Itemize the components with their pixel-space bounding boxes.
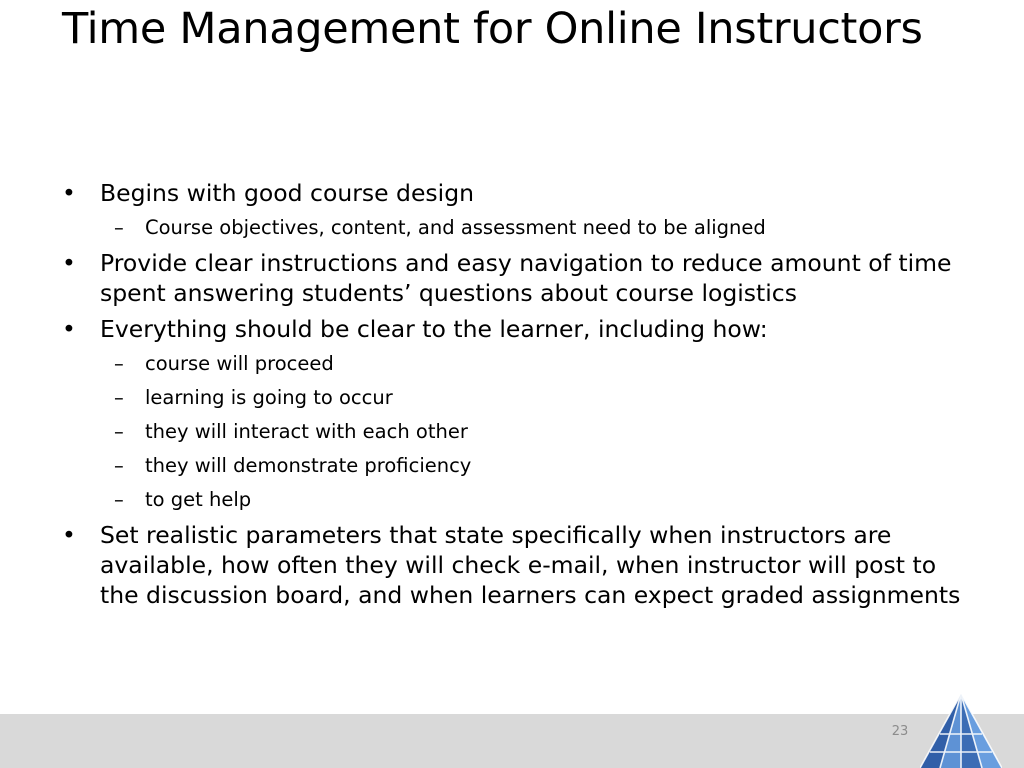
- bullet-item-3: [62, 314, 962, 344]
- footer-bar: [0, 714, 1024, 768]
- dash-icon: –: [114, 386, 124, 409]
- sub-bullet-text: Course objectives, content, and assessment need to be aligned: [145, 216, 766, 239]
- sub-bullet-text: they will interact with each other: [145, 420, 468, 443]
- dash-icon: –: [114, 216, 124, 239]
- dash-icon: –: [114, 420, 124, 443]
- sub-bullet-text: course will proceed: [145, 352, 334, 375]
- sub-bullet-text: they will demonstrate proficiency: [145, 454, 472, 477]
- bullet-text: Begins with good course design: [100, 179, 475, 207]
- bullet-item-2: [62, 248, 962, 308]
- sub-bullet-item: [62, 350, 962, 378]
- slide-title: Time Management for Online Instructors: [62, 4, 923, 54]
- bullet-icon: •: [62, 315, 76, 343]
- slide-body: [62, 178, 962, 610]
- sub-bullet-item: [62, 418, 962, 446]
- bullet-icon: •: [62, 249, 76, 277]
- sub-bullet-item: [62, 486, 962, 514]
- dash-icon: –: [114, 454, 124, 477]
- dash-icon: –: [114, 352, 124, 375]
- sub-bullet-item: [62, 214, 962, 242]
- bullet-item-1: [62, 178, 962, 208]
- sub-bullet-item: [62, 452, 962, 480]
- bullet-text: Provide clear instructions and easy navigation to reduce amount of time spent answering students’ questions about course logistics: [100, 249, 952, 307]
- bullet-icon: •: [62, 521, 76, 549]
- sub-bullet-text: learning is going to occur: [145, 386, 393, 409]
- pyramid-logo-icon: [920, 694, 1002, 768]
- sub-bullet-item: [62, 384, 962, 412]
- bullet-text: Everything should be clear to the learner, including how:: [100, 315, 768, 343]
- page-number: 23: [891, 724, 909, 739]
- sub-bullet-text: to get help: [145, 488, 252, 511]
- bullet-icon: •: [62, 179, 76, 207]
- dash-icon: –: [114, 488, 124, 511]
- bullet-item-4: [62, 520, 962, 610]
- bullet-text: Set realistic parameters that state specifically when instructors are available, how often they will check e-mail, when instructor will post to the discussion board, and when learners can expect graded assignments: [100, 521, 961, 609]
